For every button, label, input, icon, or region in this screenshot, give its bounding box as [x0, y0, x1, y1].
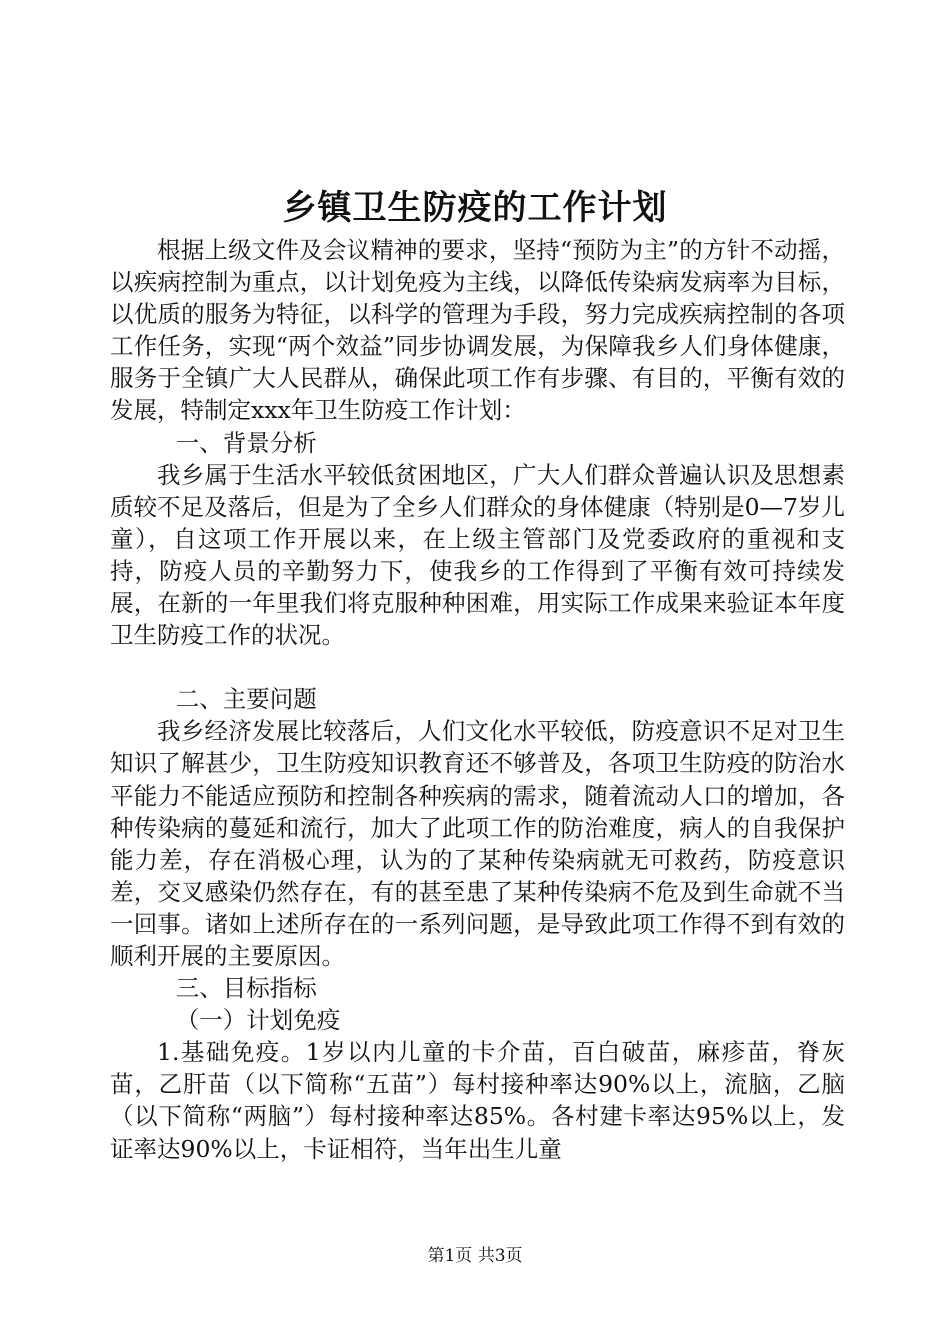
background-paragraph: 我乡属于生活水平较低贫困地区，广大人们群众普遍认识及思想素质较不足及落后，但是为了全乡人们群众的身体健康（特别是0—7岁儿童），自这项工作开展以来，在上级主管部门及党委政府的重视和支持，防疫人员的辛勤努力下，使我乡的工作得到了平衡有效可持续发展，在新的一年里我们将克服种种困难，用实际工作成果来验证本年度卫生防疫工作的状况。 [110, 460, 845, 650]
subsection-heading-immunization: （一）计划免疫 [175, 1006, 341, 1035]
immunization-paragraph: 1.基础免疫。1岁以内儿童的卡介苗，百白破苗，麻疹苗，脊灰苗，乙肝苗（以下简称“五苗”）每村接种率达90%以上，流脑，乙脑（以下简称“两脑”）每村接种率达85%。各村建卡率达95%以上，发证率达90%以上，卡证相符，当年出生儿童 [110, 1038, 845, 1163]
section-heading-problems: 二、主要问题 [175, 685, 317, 714]
section-heading-targets: 三、目标指标 [175, 974, 317, 1003]
page-footer: 第1页 共3页 [427, 1246, 523, 1266]
document-body [110, 234, 845, 1165]
intro-paragraph: 根据上级文件及会议精神的要求，坚持“预防为主”的方针不动摇，以疾病控制为重点，以计划免疫为主线，以降低传染病发病率为目标，以优质的服务为特征，以科学的管理为手段，努力完成疾病控制的各项工作任务，实现“两个效益”同步协调发展，为保障我乡人们身体健康，服务于全镇广大人民群从，确保此项工作有步骤、有目的，平衡有效的发展，特制定xxx年卫生防疫工作计划： [110, 236, 845, 425]
section-heading-background: 一、背景分析 [175, 428, 317, 457]
problems-paragraph: 我乡经济发展比较落后，人们文化水平较低，防疫意识不足对卫生知识了解甚少，卫生防疫知识教育还不够普及，各项卫生防疫的防治水平能力不能适应预防和控制各种疾病的需求，随着流动人口的增加，各种传染病的蔓延和流行，加大了此项工作的防治难度，病人的自我保护能力差，存在消极心理，认为的了某种传染病就无可救药，防疫意识差，交叉感染仍然存在，有的甚至患了某种传染病不危及到生命就不当一回事。诸如上述所存在的一系列问题，是导致此项工作得不到有效的顺利开展的主要原因。 [110, 717, 845, 970]
document-title: 乡镇卫生防疫的工作计划 [282, 188, 668, 228]
